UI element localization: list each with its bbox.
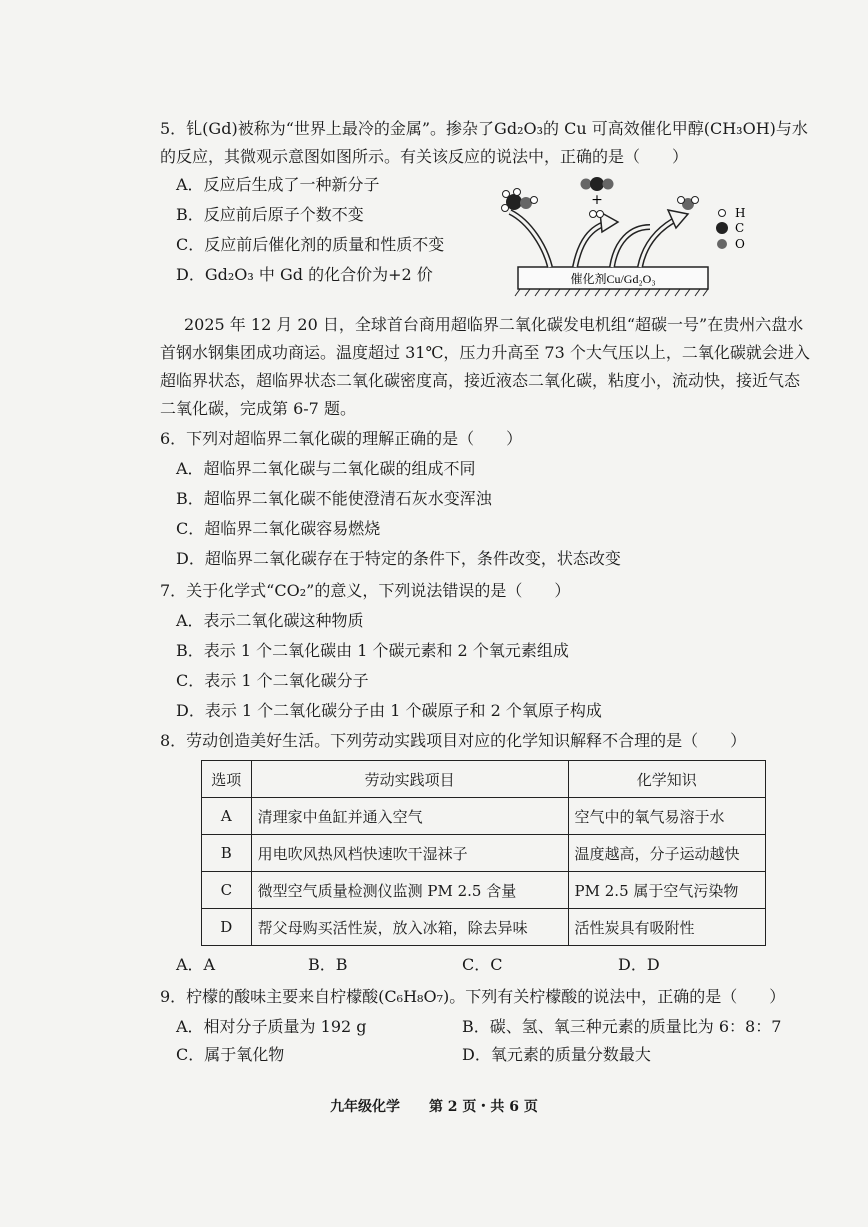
q7-option-d: D．表示 1 个二氧化碳分子由 1 个碳原子和 2 个氧原子构成	[176, 701, 602, 720]
q5-option-c: C．反应前后催化剂的质量和性质不变	[176, 235, 445, 254]
catalyst-label: 催化剂Cu/Gd₂O₃	[570, 272, 656, 286]
q6-option-c: C．超临界二氧化碳容易燃烧	[176, 519, 381, 538]
atom-legend	[716, 206, 745, 251]
table-row	[202, 835, 766, 872]
q7-option-a: A．表示二氧化碳这种物质	[176, 611, 364, 630]
table-header-row	[202, 761, 766, 798]
table-row	[202, 798, 766, 835]
q7-option-b: B．表示 1 个二氧化碳由 1 个碳元素和 2 个氧元素组成	[176, 641, 569, 660]
surface-hatching	[515, 289, 708, 296]
row-a-knowledge: 空气中的氧气易溶于水	[568, 798, 765, 835]
q9-option-d: D．氧元素的质量分数最大	[462, 1045, 651, 1064]
row-c-practice: 微型空气质量检测仪监测 PM 2.5 含量	[251, 872, 568, 909]
row-d-practice: 帮父母购买活性炭，放入冰箱，除去异味	[251, 909, 568, 946]
q7-option-c: C．表示 1 个二氧化碳分子	[176, 671, 369, 690]
legend-c: C	[735, 221, 745, 235]
q5-option-b: B．反应前后原子个数不变	[176, 205, 364, 224]
q9-stem: 9．柠檬的酸味主要来自柠檬酸(C₆H₈O₇)。下列有关柠檬酸的说法中，正确的是（ ）	[160, 987, 786, 1006]
row-b-knowledge: 温度越高，分子运动越快	[568, 835, 765, 872]
header-knowledge: 化学知识	[568, 761, 765, 798]
table-row	[202, 872, 766, 909]
methanol-molecule	[502, 189, 538, 212]
q9-option-c: C．属于氧化物	[176, 1045, 285, 1064]
q8-table	[201, 760, 766, 946]
q5-stem-line1: 5．钆(Gd)被称为“世界上最冷的金属”。掺杂了Gd₂O₃的 Cu 可高效催化甲醇(CH₃OH)与水	[160, 119, 808, 138]
q5-option-a: A．反应后生成了一种新分子	[176, 175, 380, 194]
hydrogen-molecule	[590, 211, 604, 218]
table-row	[202, 909, 766, 946]
footer-subject: 九年级化学	[330, 1099, 401, 1115]
page-footer	[0, 1096, 868, 1116]
passage-line-1: 2025 年 12 月 20 日，全球首台商用超临界二氧化碳发电机组“超碳一号”在贵州六盘水	[184, 315, 804, 334]
legend-h: H	[735, 206, 746, 220]
arrow-in-left	[510, 212, 550, 267]
q6-stem: 6．下列对超临界二氧化碳的理解正确的是（ ）	[160, 429, 523, 448]
footer-page-number: 第 2 页・共 6 页	[428, 1099, 538, 1115]
q7-stem: 7．关于化学式“CO₂”的意义，下列说法错误的是（ ）	[160, 581, 571, 600]
q5-option-d: D．Gd₂O₃ 中 Gd 的化合价为+2 价	[176, 265, 433, 284]
row-c-option: C	[202, 872, 252, 909]
header-option: 选项	[202, 761, 252, 798]
q5-stem-line2: 的反应，其微观示意图如图所示。有关该反应的说法中，正确的是（ ）	[160, 147, 689, 166]
water-molecule	[678, 197, 699, 211]
row-b-option: B	[202, 835, 252, 872]
row-d-knowledge: 活性炭具有吸附性	[568, 909, 765, 946]
row-a-option: A	[202, 798, 252, 835]
q9-option-b: B．碳、氢、氧三种元素的质量比为 6：8：7	[462, 1017, 782, 1036]
plus-sign: +	[591, 192, 603, 208]
q9-option-a: A．相对分子质量为 192 g	[176, 1017, 367, 1036]
passage-line-2: 首钢水钢集团成功商运。温度超过 31℃，压力升高至 73 个大气压以上，二氧化碳就会进入	[160, 343, 810, 362]
passage-line-4: 二氧化碳，完成第 6-7 题。	[160, 399, 356, 418]
q6-option-b: B．超临界二氧化碳不能使澄清石灰水变浑浊	[176, 489, 492, 508]
passage-line-3: 超临界状态，超临界状态二氧化碳密度高，接近液态二氧化碳，粘度小，流动快，接近气态	[160, 371, 801, 390]
row-a-practice: 清理家中鱼缸并通入空气	[251, 798, 568, 835]
q8-answer-b: B．B	[308, 955, 348, 974]
q6-option-d: D．超临界二氧化碳存在于特定的条件下，条件改变，状态改变	[176, 549, 621, 568]
q8-answer-a: A．A	[176, 955, 216, 974]
header-practice: 劳动实践项目	[251, 761, 568, 798]
q6-option-a: A．超临界二氧化碳与二氧化碳的组成不同	[176, 459, 476, 478]
legend-o: O	[735, 237, 745, 251]
q8-answer-d: D．D	[618, 955, 660, 974]
co2-molecule	[581, 177, 614, 191]
row-c-knowledge: PM 2.5 属于空气污染物	[568, 872, 765, 909]
reaction-diagram	[490, 172, 760, 307]
row-d-option: D	[202, 909, 252, 946]
q8-stem: 8．劳动创造美好生活。下列劳动实践项目对应的化学知识解释不合理的是（ ）	[160, 731, 747, 750]
q8-answer-c: C．C	[462, 955, 503, 974]
row-b-practice: 用电吹风热风档快速吹干湿袜子	[251, 835, 568, 872]
